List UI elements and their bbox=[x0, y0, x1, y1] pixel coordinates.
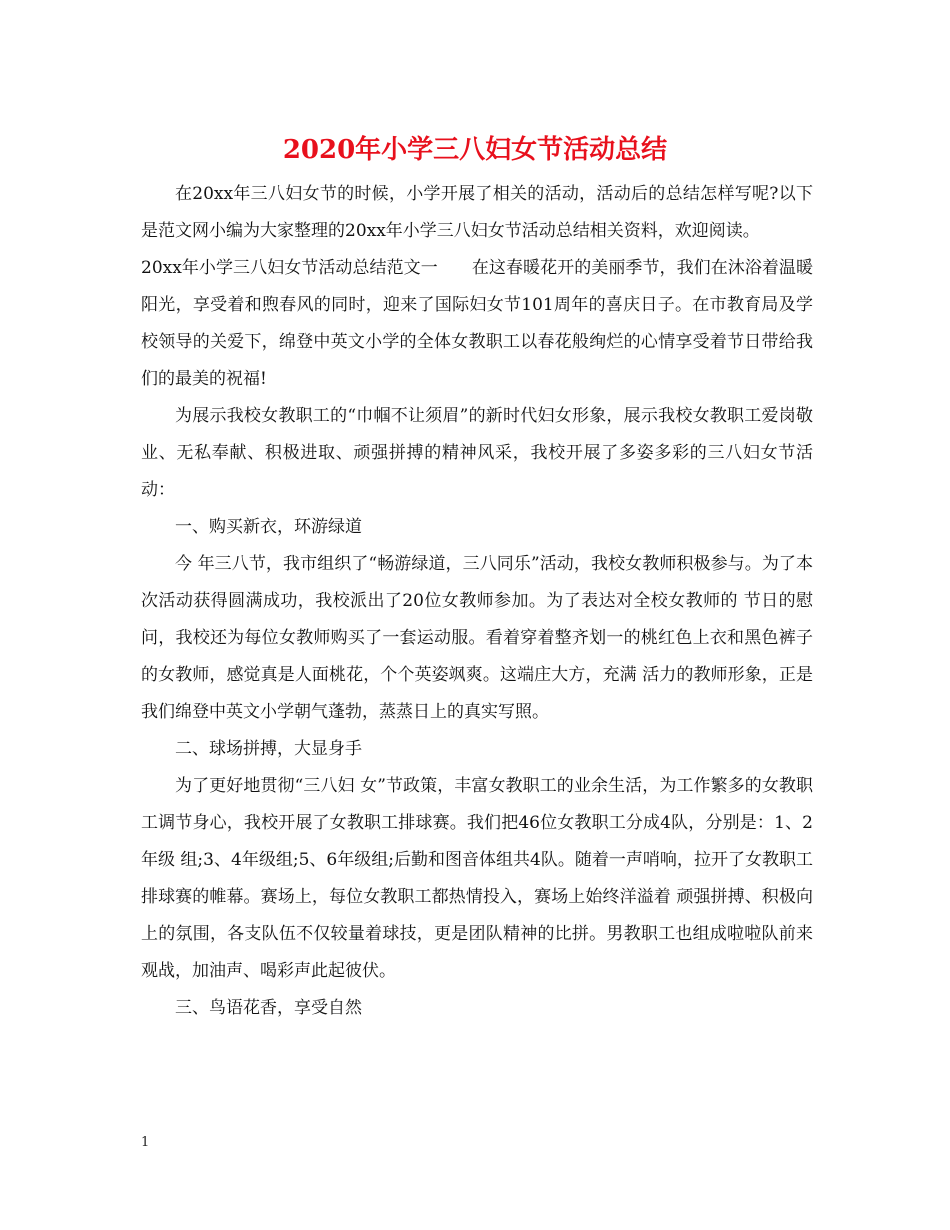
document-title: 2020年小学三八妇女节活动总结 bbox=[282, 135, 668, 165]
section-heading-3: 三、鸟语花香，享受自然 bbox=[175, 998, 362, 1018]
section-heading-2: 二、球场拼搏，大显身手 bbox=[175, 739, 362, 759]
page-number: 1 bbox=[141, 1135, 150, 1150]
section-heading-1: 一、购买新衣，环游绿道 bbox=[175, 517, 362, 537]
paragraph-intro: 在20xx年三八妇女节的时候，小学开展了相关的活动，活动后的总结怎样写呢?以下是范文网小编为大家整理的20xx年小学三八妇女节活动总结相关资料，欢迎阅读。 bbox=[141, 184, 813, 241]
paragraph-activities-overview: 为展示我校女教职工的“巾帼不让须眉”的新时代妇女形象，展示我校女教职工爱岗敬业、无私奉献、积极进取、顽强拼搏的精神风采，我校开展了多姿多彩的三八妇女节活动： bbox=[141, 406, 813, 500]
paragraph-section-2: 为了更好地贯彻“三八妇 女”节政策，丰富女教职工的业余生活，为工作繁多的女教职工调节身心，我校开展了女教职工排球赛。我们把46位女教职工分成4队，分别是：1、2年级 组;3、4年级组;5、6年级组;后勤和图音体组共4队。随着一声哨响，拉开了女教职工排球赛的帷幕。赛场上，每位女教职工都热情投入，赛场上始终洋溢着 顽强拼搏、积极向上的氛围，各支队伍不仅较量着球技，更是团队精神的比拼。男教职工也组成啦啦队前来观战，加油声、喝彩声此起彼伏。 bbox=[141, 776, 813, 981]
paragraph-section-1: 今 年三八节，我市组织了“畅游绿道，三八同乐”活动，我校女教师积极参与。为了本次活动获得圆满成功，我校派出了20位女教师参加。为了表达对全校女教师的 节日的慰问，我校还为每位女教师购买了一套运动服。看着穿着整齐划一的桃红色上衣和黑色裤子的女教师，感觉真是人面桃花，个个英姿飒爽。这端庄大方，充满 活力的教师形象，正是我们绵登中英文小学朝气蓬勃，蒸蒸日上的真实写照。 bbox=[141, 554, 813, 722]
paragraph-sample-one: 20xx年小学三八妇女节活动总结范文一 在这春暖花开的美丽季节，我们在沐浴着温暖阳光，享受着和煦春风的同时，迎来了国际妇女节101周年的喜庆日子。在市教育局及学校领导的关爱下，绵登中英文小学的全体女教职工以春花般绚烂的心情享受着节日带给我们的最美的祝福! bbox=[141, 258, 813, 389]
document-body bbox=[141, 176, 813, 1027]
